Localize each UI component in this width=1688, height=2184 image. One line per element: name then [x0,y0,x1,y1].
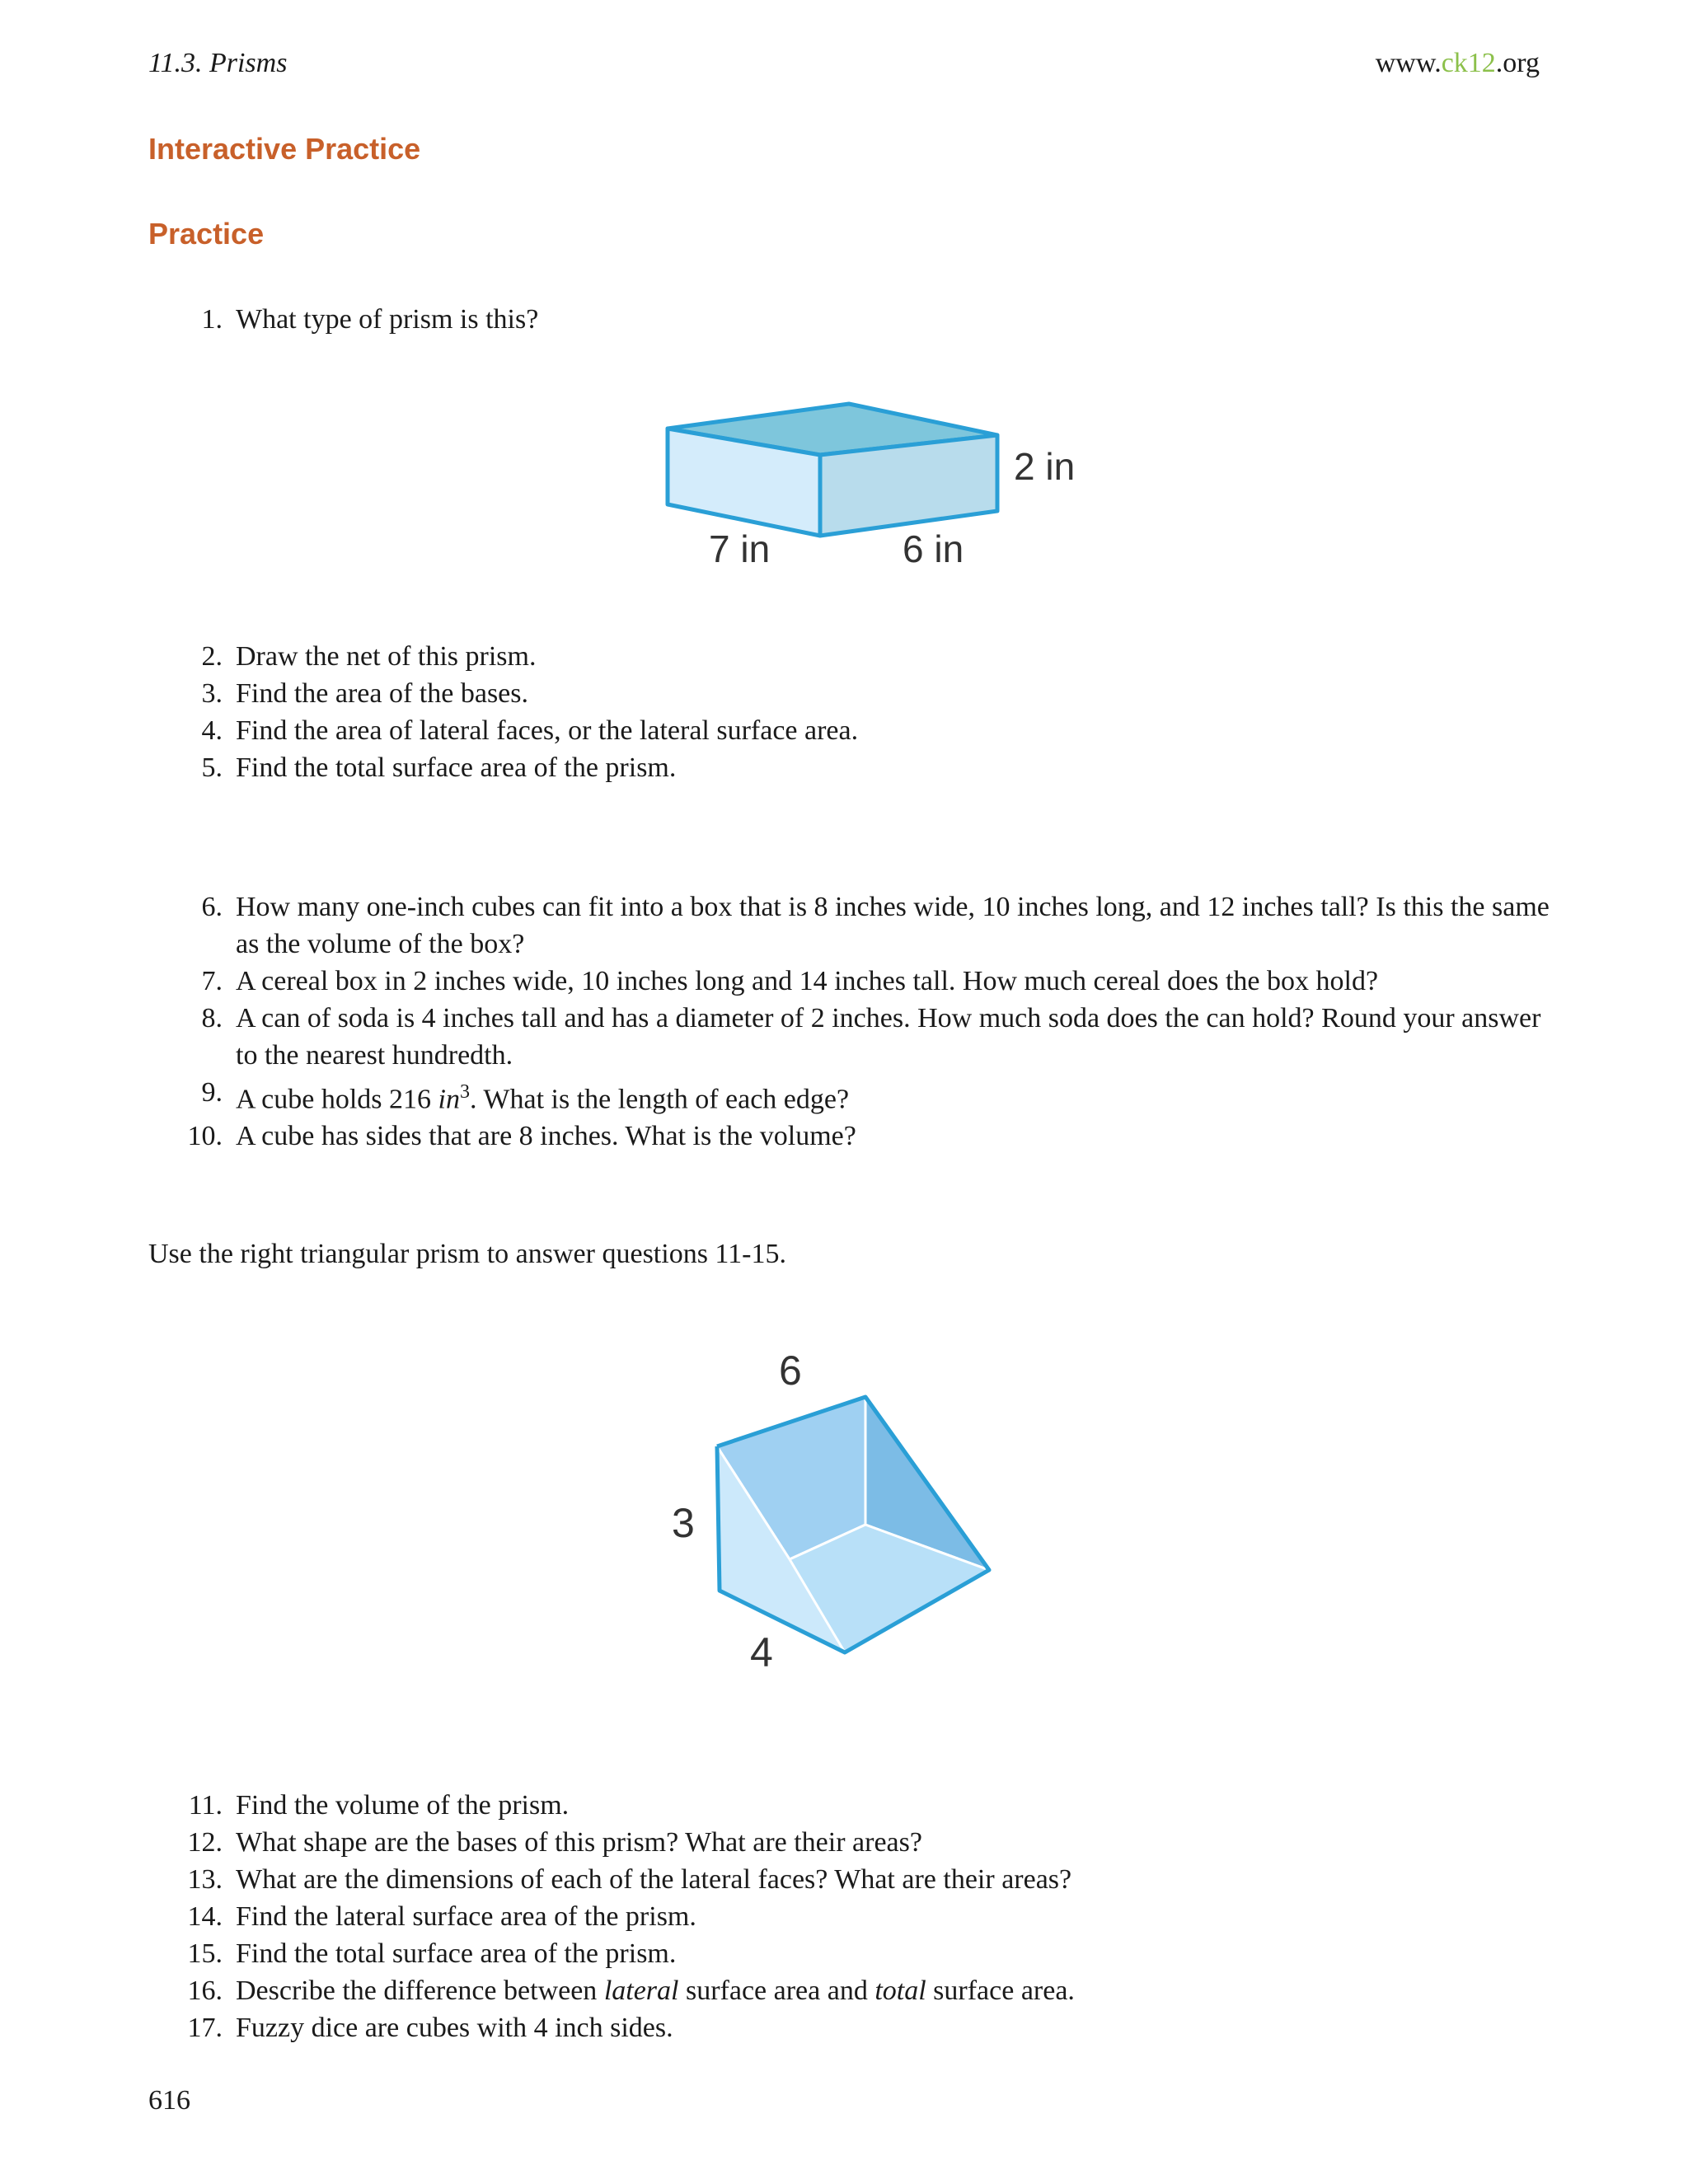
item-number: 4. [201,715,223,746]
list-item [148,675,1550,712]
item-number: 6. [201,892,223,922]
item-text: Find the total surface area of the prism. [236,1938,677,1969]
q9-exponent: 3 [460,1081,470,1103]
list-item [148,1000,1550,1074]
site-url[interactable] [1376,48,1540,79]
item-number: 1. [201,304,223,335]
item-number: 9. [201,1077,223,1108]
list-item [148,963,1550,1000]
item-text: Find the volume of the prism. [236,1790,570,1821]
item-text: A cube has sides that are 8 inches. What is the volume? [236,1121,856,1152]
item-text [236,1972,1550,2009]
q9-unit: in [438,1084,460,1115]
list-item [148,1898,1550,1935]
list-item [148,1787,1550,1824]
item-text: Find the lateral surface area of the prism. [236,1901,696,1932]
q16-emphasis-total: total [874,1975,926,2006]
label-length: 6 [779,1352,802,1394]
item-text: Draw the net of this prism. [236,641,537,672]
q16-text-mid: surface area and [678,1975,875,2006]
question-list-2 [148,638,1550,786]
list-item [148,2009,1550,2046]
item-number: 10. [187,1121,223,1152]
q16-text-start: Describe the difference between [236,1975,604,2006]
item-number: 5. [201,752,223,783]
item-number: 15. [187,1938,223,1969]
triangular-prism-figure [659,1352,1039,1681]
item-number: 13. [187,1864,223,1895]
item-text: A can of soda is 4 inches tall and has a diameter of 2 inches. How much soda does the can hold? Round your answer to the nearest hundredth. [236,1003,1541,1071]
item-text [236,1074,1550,1118]
item-number: 8. [201,1003,223,1033]
question-list-1 [148,301,1550,338]
list-item [148,638,1550,675]
prism-side-face [820,435,997,536]
q9-text-start: A cube holds 216 [236,1084,438,1115]
triangular-prism-intro: Use the right triangular prism to answer questions 11-15. [148,1239,786,1269]
item-text: What are the dimensions of each of the lateral faces? What are their areas? [236,1864,1072,1895]
label-height: 3 [672,1500,695,1546]
q9-text-end: . What is the length of each edge? [470,1084,850,1115]
label-side-width: 6 in [903,527,964,570]
item-number: 12. [187,1827,223,1858]
question-list-3 [148,888,1550,1155]
list-item [148,1861,1550,1898]
label-front-length: 7 in [709,527,771,570]
list-item [148,712,1550,749]
page-number: 616 [148,2085,190,2116]
item-number: 17. [187,2013,223,2043]
q16-emphasis-lateral: lateral [603,1975,679,2006]
list-item [148,888,1550,963]
q16-text-end: surface area. [926,1975,1075,2006]
heading-practice: Practice [148,217,265,251]
item-number: 2. [201,641,223,672]
item-text: A cereal box in 2 inches wide, 10 inches long and 14 inches tall. How much cereal does the box hold? [236,966,1379,996]
item-number: 11. [188,1790,223,1821]
label-height: 2 in [1014,445,1076,488]
running-head: 11.3. Prisms [148,48,288,78]
heading-interactive-practice: Interactive Practice [148,132,421,166]
item-text: What type of prism is this? [236,304,539,335]
question-list-4 [148,1787,1550,2046]
rectangular-prism-figure [643,387,1104,585]
item-text: What shape are the bases of this prism? What are their areas? [236,1827,922,1858]
item-number: 3. [201,678,223,709]
site-prefix: www. [1375,48,1442,78]
item-text: Find the area of the bases. [236,678,528,709]
item-text: Find the total surface area of the prism. [236,752,677,783]
item-text: How many one-inch cubes can fit into a box that is 8 inches wide, 10 inches long, and 12 inches tall? Is this the same as the volume of the box? [236,892,1550,959]
item-text: Fuzzy dice are cubes with 4 inch sides. [236,2013,673,2043]
list-item [148,1824,1550,1861]
list-item [148,1118,1550,1155]
list-item [148,301,1550,338]
item-number: 7. [201,966,223,996]
site-suffix: .org [1495,48,1540,78]
list-item [148,749,1550,786]
list-item [148,1935,1550,1972]
item-text: Find the area of lateral faces, or the lateral surface area. [236,715,859,746]
site-brand: ck12 [1441,48,1496,78]
item-number: 14. [187,1901,223,1932]
label-base: 4 [750,1629,773,1675]
list-item [148,1074,1550,1118]
item-number: 16. [187,1975,223,2006]
list-item [148,1972,1550,2009]
